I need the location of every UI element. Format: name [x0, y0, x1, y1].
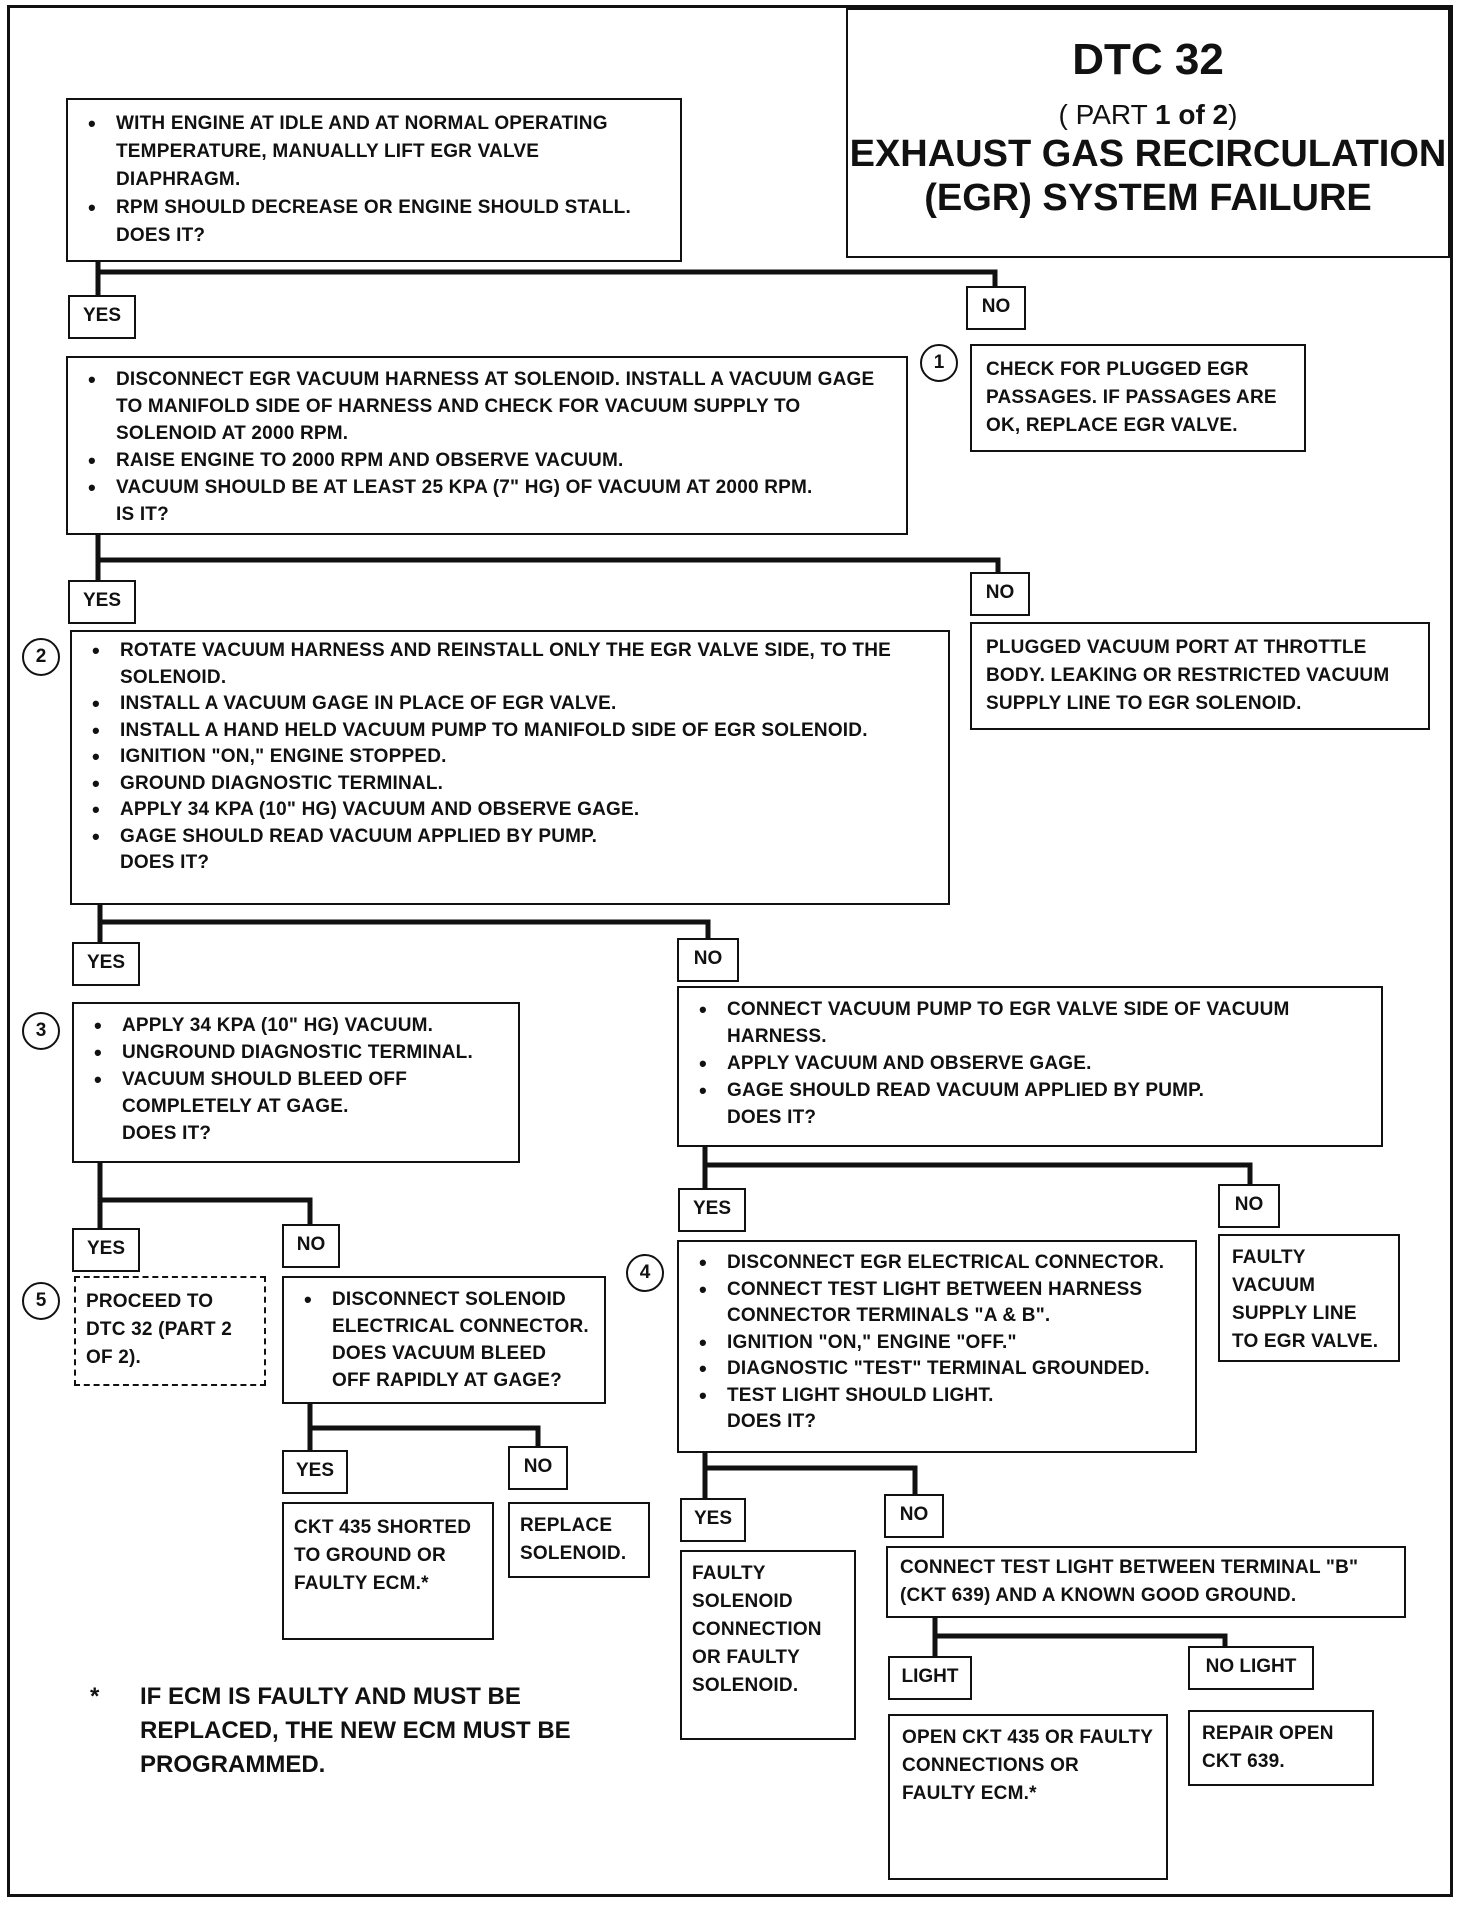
bullet-item: • IGNITION "ON," ENGINE STOPPED. [86, 744, 934, 771]
label-light: LIGHT [888, 1656, 972, 1700]
connector-connect-pump [705, 1147, 1250, 1188]
box-text: REPAIR OPEN CKT 639. [1202, 1723, 1334, 1772]
bullet-item: • UNGROUND DIAGNOSTIC TERMINAL. [88, 1039, 504, 1066]
label-yes: YES [678, 1188, 746, 1232]
ecm-footnote [90, 1680, 630, 1782]
step-number-3: 3 [22, 1012, 60, 1050]
bullet-item: • VACUUM SHOULD BLEED OFF COMPLETELY AT GAGE. [88, 1066, 504, 1120]
box-faulty-vacuum-supply-line [1218, 1234, 1400, 1362]
label-no: NO [282, 1224, 340, 1268]
connector-vacuum-supply [98, 535, 998, 580]
box-text: CHECK FOR PLUGGED EGR PASSAGES. IF PASSAGES ARE OK, REPLACE EGR VALVE. [986, 359, 1277, 436]
box-text: PROCEED TO DTC 32 (PART 2 OF 2). [86, 1291, 233, 1368]
box-open-ckt435 [888, 1714, 1168, 1880]
step-number-2: 2 [22, 638, 60, 676]
label-no: NO [970, 572, 1030, 616]
label-yes: YES [68, 580, 136, 624]
title-line-1: EXHAUST GAS RECIRCULATION [849, 133, 1447, 175]
bullet-item: • DISCONNECT EGR VACUUM HARNESS AT SOLENOID. INSTALL A VACUUM GAGE TO MANIFOLD SIDE OF HARNESS AND CHECK FOR VACUUM SUPPLY TO SOLENOID AT 2000 RPM. [82, 366, 892, 447]
label-yes: YES [282, 1450, 348, 1494]
bullet-item: • TEST LIGHT SHOULD LIGHT. [693, 1383, 1181, 1410]
step-number-1: 1 [920, 344, 958, 382]
step-number-5: 5 [22, 1282, 60, 1320]
bullet-item: • GAGE SHOULD READ VACUUM APPLIED BY PUMP. [86, 824, 934, 851]
box-text: FAULTY VACUUM SUPPLY LINE TO EGR VALVE. [1232, 1247, 1379, 1352]
box-check-plugged-passages [970, 344, 1306, 452]
label-no: NO [508, 1446, 568, 1490]
label-yes: YES [72, 942, 140, 986]
bullet-item: • ROTATE VACUUM HARNESS AND REINSTALL ONLY THE EGR VALVE SIDE, TO THE SOLENOID. [86, 638, 934, 691]
box-vacuum-supply-test [66, 356, 908, 535]
bullet-item: • IGNITION "ON," ENGINE "OFF." [693, 1330, 1181, 1357]
box-text: CONNECT TEST LIGHT BETWEEN TERMINAL "B" (CKT 639) AND A KNOWN GOOD GROUND. [900, 1557, 1359, 1606]
bullet-item: • DISCONNECT SOLENOID ELECTRICAL CONNECTOR. [298, 1286, 590, 1340]
box-text: REPLACE SOLENOID. [520, 1515, 627, 1564]
box-text: OPEN CKT 435 OR FAULTY CONNECTIONS OR FAULTY ECM.* [902, 1727, 1153, 1804]
part-indicator: ( PART 1 of 2) [1058, 99, 1238, 130]
connector-test-light [935, 1618, 1225, 1656]
question: DOES IT? [727, 1411, 817, 1432]
bullet-item: • DIAGNOSTIC "TEST" TERMINAL GROUNDED. [693, 1356, 1181, 1383]
bullet-item: • RAISE ENGINE TO 2000 RPM AND OBSERVE VACUUM. [82, 447, 892, 474]
question: IS IT? [116, 504, 169, 525]
label-yes: YES [68, 295, 136, 339]
box-repair-open-ckt639 [1188, 1710, 1374, 1786]
connector-rotate-harness [100, 905, 708, 942]
title-line-2: (EGR) SYSTEM FAILURE [924, 177, 1372, 219]
step-number-4: 4 [626, 1254, 664, 1292]
bullet-item: • CONNECT VACUUM PUMP TO EGR VALVE SIDE OF VACUUM HARNESS. [693, 996, 1367, 1050]
box-replace-solenoid [508, 1502, 650, 1578]
bullet-item: • VACUUM SHOULD BE AT LEAST 25 KPA (7" HG) OF VACUUM AT 2000 RPM. [82, 474, 892, 501]
label-no: NO [1218, 1184, 1280, 1228]
label-yes: YES [72, 1228, 140, 1272]
connector-disconnect-solenoid [310, 1404, 538, 1450]
box-text: CKT 435 SHORTED TO GROUND OR FAULTY ECM.* [294, 1517, 472, 1594]
box-connect-test-light [886, 1546, 1406, 1618]
label-no: NO [884, 1494, 944, 1538]
box-ckt435-shorted [282, 1502, 494, 1640]
question: DOES IT? [116, 225, 206, 246]
bullet-item: • APPLY 34 KPA (10" HG) VACUUM. [88, 1012, 504, 1039]
footnote-text: IF ECM IS FAULTY AND MUST BE REPLACED, THE NEW ECM MUST BE PROGRAMMED. [140, 1683, 571, 1778]
bullet-item: • GROUND DIAGNOSTIC TERMINAL. [86, 771, 934, 798]
label-no-light: NO LIGHT [1188, 1646, 1314, 1690]
connector-start [98, 262, 995, 295]
bullet-item: • APPLY 34 KPA (10" HG) VACUUM AND OBSERVE GAGE. [86, 797, 934, 824]
label-no: NO [677, 938, 739, 982]
box-start-test [66, 98, 682, 262]
connector-disconnect-egr [705, 1453, 915, 1498]
question: DOES IT? [120, 852, 210, 873]
question: DOES IT? [122, 1123, 212, 1144]
box-text: FAULTY SOLENOID CONNECTION OR FAULTY SOLENOID. [692, 1563, 822, 1696]
bullet-item: • APPLY VACUUM AND OBSERVE GAGE. [693, 1050, 1367, 1077]
bullet-item: • GAGE SHOULD READ VACUUM APPLIED BY PUMP. [693, 1077, 1367, 1104]
box-connect-pump-test [677, 986, 1383, 1147]
bullet-item: • RPM SHOULD DECREASE OR ENGINE SHOULD STALL. [82, 194, 666, 222]
question: DOES VACUUM BLEED OFF RAPIDLY AT GAGE? [332, 1343, 562, 1391]
label-no: NO [966, 286, 1026, 330]
box-text: PLUGGED VACUUM PORT AT THROTTLE BODY. LEAKING OR RESTRICTED VACUUM SUPPLY LINE TO EGR SOLENOID. [986, 637, 1390, 714]
box-proceed-part-2[interactable] [74, 1276, 266, 1386]
box-plugged-vacuum-port [970, 622, 1430, 730]
question: DOES IT? [727, 1107, 817, 1128]
box-apply-vacuum-test [72, 1002, 520, 1163]
box-rotate-harness-test [70, 630, 950, 905]
dtc-code: DTC 32 [1072, 35, 1224, 84]
label-yes: YES [680, 1498, 746, 1542]
footnote-star: * [90, 1683, 100, 1710]
title-block [846, 8, 1450, 258]
box-disconnect-egr-connector-test [677, 1240, 1197, 1453]
bullet-item: • DISCONNECT EGR ELECTRICAL CONNECTOR. [693, 1250, 1181, 1277]
bullet-item: • INSTALL A VACUUM GAGE IN PLACE OF EGR VALVE. [86, 691, 934, 718]
connector-apply-vacuum [100, 1163, 310, 1228]
bullet-item: • INSTALL A HAND HELD VACUUM PUMP TO MANIFOLD SIDE OF EGR SOLENOID. [86, 718, 934, 745]
box-faulty-solenoid-connection [680, 1550, 856, 1740]
bullet-item: • CONNECT TEST LIGHT BETWEEN HARNESS CONNECTOR TERMINALS "A & B". [693, 1277, 1181, 1330]
box-disconnect-solenoid-test [282, 1276, 606, 1404]
bullet-item: • WITH ENGINE AT IDLE AND AT NORMAL OPERATING TEMPERATURE, MANUALLY LIFT EGR VALVE DIAPHRAGM. [82, 110, 666, 194]
